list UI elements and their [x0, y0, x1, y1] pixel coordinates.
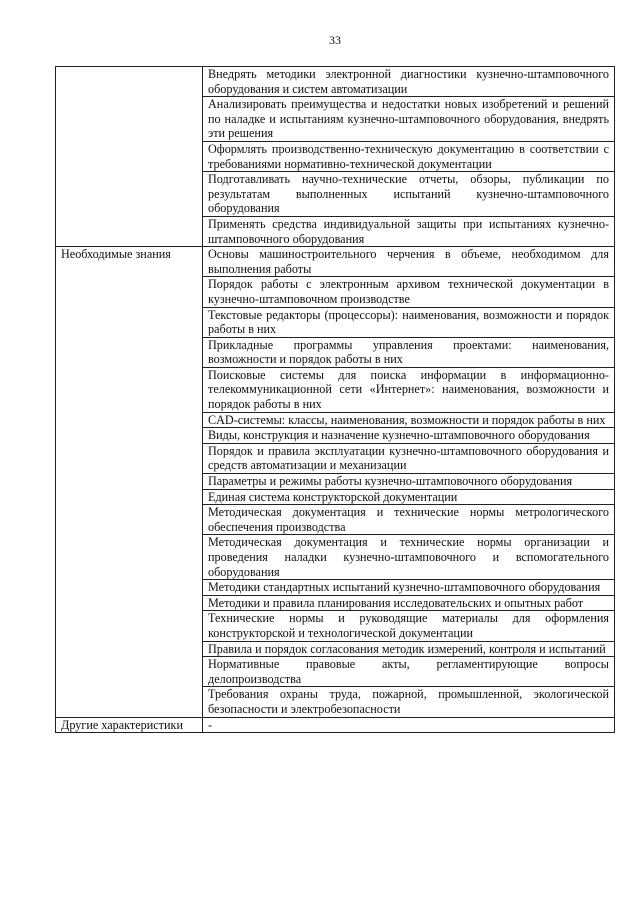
- table-cell: -: [203, 717, 615, 733]
- table-cell: Анализировать преимущества и недостатки новых изобретений и решений по наладке и испытаниям кузнечно-штамповочного оборудования, внедрять эти решения: [203, 97, 615, 142]
- table-cell: Основы машиностроительного черчения в объеме, необходимом для выполнения работы: [203, 247, 615, 277]
- section-label: [56, 67, 203, 247]
- table-cell: Текстовые редакторы (процессоры): наименования, возможности и порядок работы в них: [203, 307, 615, 337]
- table-cell: Оформлять производственно-техническую документацию в соответствии с требованиями нормативно-технической документации: [203, 141, 615, 171]
- competency-table: [55, 66, 615, 733]
- table-cell: Правила и порядок согласования методик измерений, контроля и испытаний: [203, 641, 615, 657]
- section-label: Необходимые знания: [56, 247, 203, 717]
- table-cell: Порядок работы с электронным архивом технической документации в кузнечно-штамповочном производстве: [203, 277, 615, 307]
- table-cell: Подготавливать научно-технические отчеты, обзоры, публикации по результатам выполненных испытаний кузнечно-штамповочного оборудования: [203, 172, 615, 217]
- table-cell: Применять средства индивидуальной защиты при испытаниях кузнечно-штамповочного оборудования: [203, 216, 615, 246]
- table-cell: Единая система конструкторской документации: [203, 489, 615, 505]
- table-row: [56, 67, 615, 97]
- table-row: [56, 247, 615, 277]
- table-cell: Прикладные программы управления проектами: наименования, возможности и порядок работы в них: [203, 337, 615, 367]
- table-cell: Параметры и режимы работы кузнечно-штамповочного оборудования: [203, 474, 615, 490]
- table-cell: Поисковые системы для поиска информации в информационно-телекоммуникационной сети «Интернет»: наименования, возможности и порядок работы в них: [203, 367, 615, 412]
- table-cell: Внедрять методики электронной диагностики кузнечно-штамповочного оборудования и систем автоматизации: [203, 67, 615, 97]
- table-cell: Виды, конструкция и назначение кузнечно-штамповочного оборудования: [203, 428, 615, 444]
- section-label: Другие характеристики: [56, 717, 203, 733]
- table-cell: Технические нормы и руководящие материалы для оформления конструкторской и технологической документации: [203, 611, 615, 641]
- table-cell: Методическая документация и технические нормы организации и проведения наладки кузнечно-штамповочного и вспомогательного оборудования: [203, 535, 615, 580]
- table-cell: Методическая документация и технические нормы метрологического обеспечения производства: [203, 505, 615, 535]
- table-cell: Нормативные правовые акты, регламентирующие вопросы делопроизводства: [203, 657, 615, 687]
- table-cell: Методики стандартных испытаний кузнечно-штамповочного оборудования: [203, 580, 615, 596]
- table-cell: Методики и правила планирования исследовательских и опытных работ: [203, 595, 615, 611]
- page-number: 33: [329, 33, 341, 47]
- table-cell: Порядок и правила эксплуатации кузнечно-штамповочного оборудования и средств автоматизации и механизации: [203, 443, 615, 473]
- table-cell: CAD-системы: классы, наименования, возможности и порядок работы в них: [203, 412, 615, 428]
- table-row: [56, 717, 615, 733]
- table-cell: Требования охраны труда, пожарной, промышленной, экологической безопасности и электробезопасности: [203, 687, 615, 717]
